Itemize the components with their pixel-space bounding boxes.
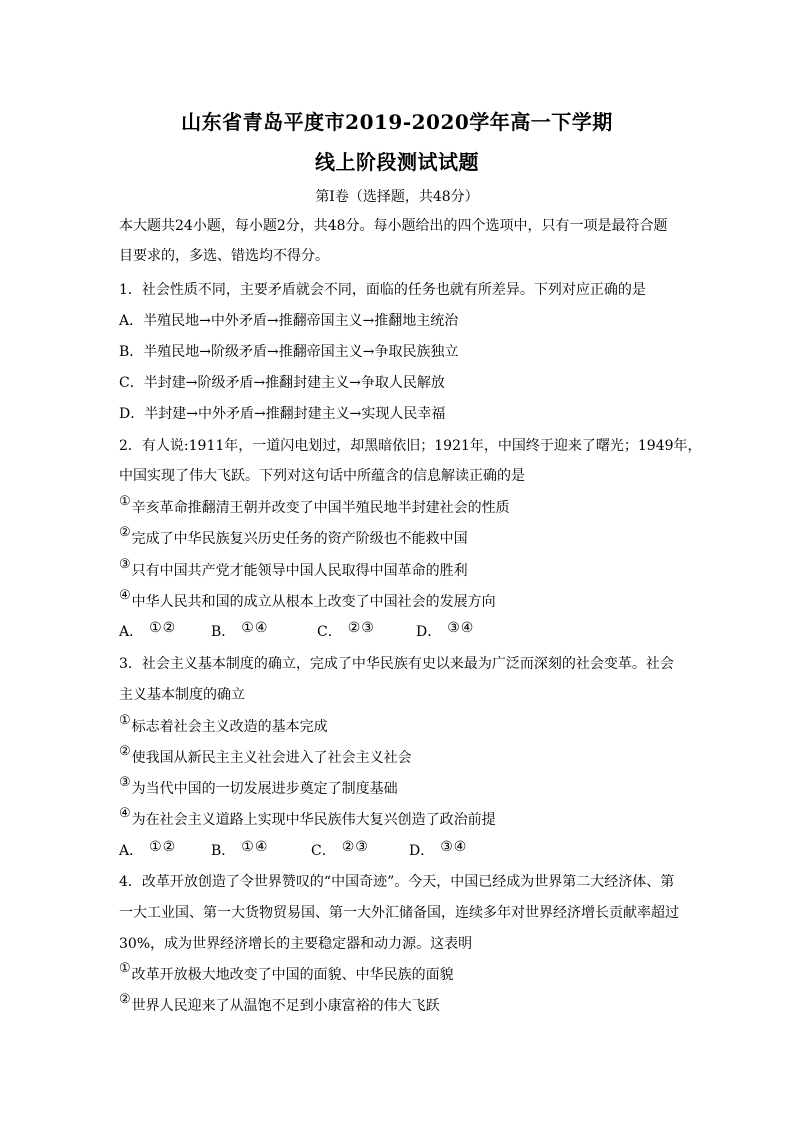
question-3-statement [119, 775, 679, 800]
statement-number: ④ [119, 588, 131, 603]
question-2-statement [119, 588, 679, 613]
question-3-stem: 3．社会主义基本制度的确立，完成了中华民族有史以来最为广泛而深刻的社会变革。社会 [119, 656, 674, 672]
statement-number: ④ [119, 806, 131, 821]
answer-option-d: D． ③④ [416, 620, 475, 640]
question-1-option-c: C．半封建→阶级矛盾→推翻封建主义→争取人民解放 [119, 375, 445, 391]
statement-text: 为在社会主义道路上实现中华民族伟大复兴创造了政治前提 [131, 812, 496, 828]
statement-text: 为当代中国的一切发展进步奠定了制度基础 [131, 781, 398, 797]
answer-option-b: B． ①④ [211, 839, 269, 859]
answer-option-d: D． ③④ [409, 839, 468, 859]
question-4-statement [119, 961, 679, 986]
statement-number: ① [119, 713, 131, 728]
statement-text: 中华人民共和国的成立从根本上改变了中国社会的发展方向 [131, 594, 496, 610]
statement-text: 使我国从新民主主义社会进入了社会主义社会 [131, 750, 412, 766]
statement-number: ① [119, 494, 131, 509]
instructions-line: 本大题共24小题，每小题2分，共48分。每小题给出的四个选项中，只有一项是最符合题 [119, 218, 668, 234]
statement-text: 世界人民迎来了从温饱不足到小康富裕的伟大飞跃 [131, 998, 440, 1014]
question-1-stem: 1．社会性质不同，主要矛盾就会不同，面临的任务也就有所差异。下列对应正确的是 [119, 282, 646, 298]
answer-option-c: C． ②③ [317, 620, 375, 640]
question-1-option-b: B．半殖民地→阶级矛盾→推翻帝国主义→争取民族独立 [119, 344, 459, 360]
question-4-stem: 4．改革开放创造了令世界赞叹的“中国奇迹”。今天，中国已经成为世界第二大经济体、第 [119, 874, 675, 890]
statement-text: 辛亥革命推翻清王朝并改变了中国半殖民地半封建社会的性质 [131, 500, 510, 516]
question-2-statement [119, 494, 679, 519]
statement-number: ② [119, 525, 131, 540]
question-2-statement [119, 557, 679, 582]
question-2-stem: 中国实现了伟大飞跃。下列对这句话中所蕴含的信息解读正确的是 [119, 468, 525, 484]
statement-text: 标志着社会主义改造的基本完成 [131, 719, 328, 735]
instructions-line: 目要求的，多选、错选均不得分。 [119, 248, 329, 264]
statement-text: 改革开放极大地改变了中国的面貌、中华民族的面貌 [131, 967, 454, 983]
exam-title: 山东省青岛平度市2019-2020学年高一下学期 [181, 110, 613, 134]
question-3-stem: 主义基本制度的确立 [119, 687, 245, 703]
statement-text: 只有中国共产党才能领导中国人民取得中国革命的胜利 [131, 563, 468, 579]
statement-number: ③ [119, 557, 131, 572]
question-1-option-d: D．半封建→中外矛盾→推翻封建主义→实现人民幸福 [119, 406, 446, 422]
statement-number: ③ [119, 775, 131, 790]
question-3-statement [119, 713, 679, 738]
question-3-statement [119, 744, 679, 769]
answer-option-b: B． ①④ [211, 620, 269, 640]
answer-option-a: A． ①② [119, 839, 177, 859]
answer-option-c: C． ②③ [311, 839, 369, 859]
answer-option-a: A． ①② [119, 620, 177, 640]
exam-subtitle: 线上阶段测试试题 [315, 150, 479, 174]
statement-number: ② [119, 744, 131, 759]
question-4-stem: 一大工业国、第一大货物贸易国、第一大外汇储备国，连续多年对世界经济增长贡献率超过 [119, 905, 679, 921]
statement-number: ② [119, 992, 131, 1007]
question-2-statement [119, 525, 679, 550]
question-2-stem: 2．有人说:1911年，一道闪电划过，却黑暗依旧；1921年，中国终于迎来了曙光；1949年， [119, 438, 702, 454]
statement-number: ① [119, 961, 131, 976]
statement-text: 完成了中华民族复兴历史任务的资产阶级也不能救中国 [131, 531, 468, 547]
question-1-option-a: A．半殖民地→中外矛盾→推翻帝国主义→推翻地主统治 [119, 313, 459, 329]
question-4-statement [119, 992, 679, 1017]
question-4-stem: 30%，成为世界经济增长的主要稳定器和动力源。这表明 [119, 936, 473, 952]
section-label: 第Ⅰ卷（选择题，共48分） [315, 189, 479, 205]
question-3-statement [119, 806, 679, 831]
